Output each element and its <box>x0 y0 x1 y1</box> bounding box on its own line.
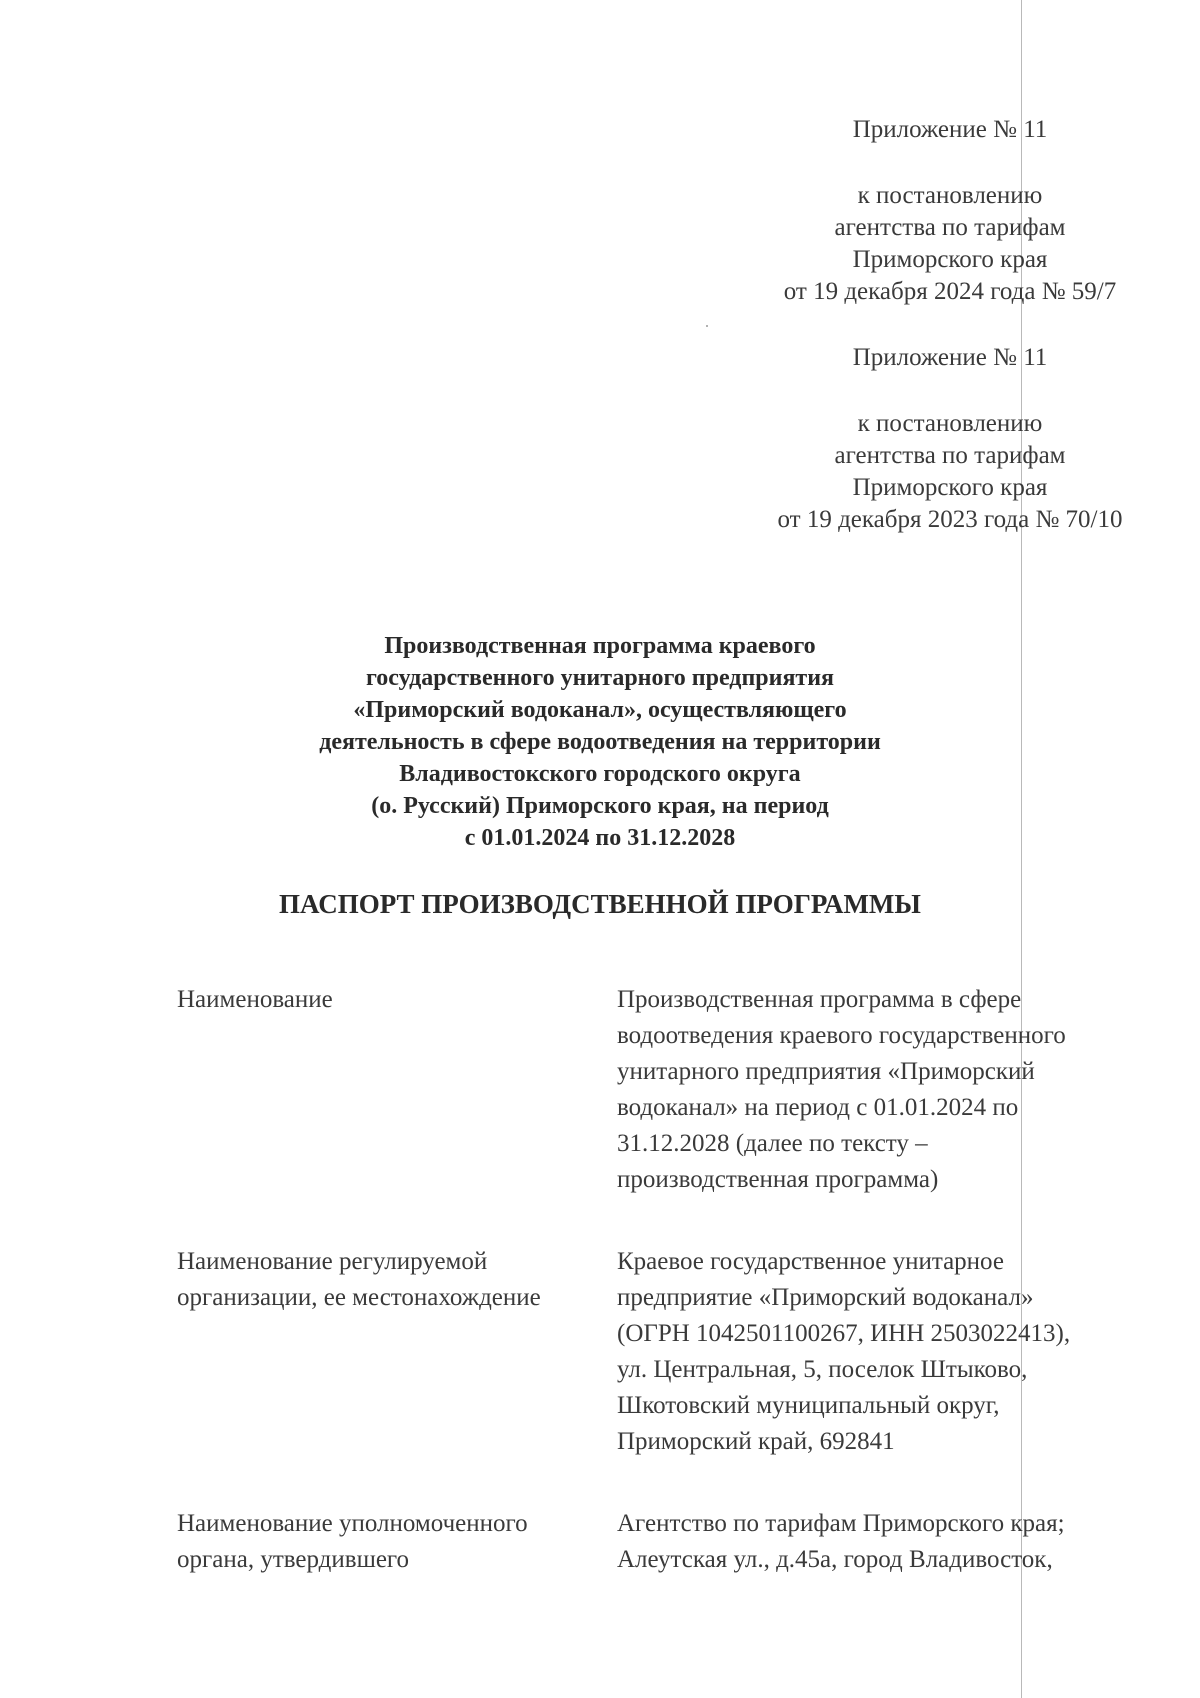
appendix-previous-line: агентства по тарифам <box>834 442 1066 469</box>
appendix-previous-line: к постановлению <box>857 410 1043 437</box>
row-value-line: Шкотовский муниципальный округ, <box>617 1392 1000 1419</box>
program-title-line: (о. Русский) Приморского края, на период <box>371 793 829 819</box>
row-value-line: ул. Центральная, 5, поселок Штыково, <box>617 1356 1028 1383</box>
row-label-line: органа, утвердившего <box>177 1546 410 1573</box>
row-value-line: водоканал» на период с 01.01.2024 по <box>617 1094 1019 1121</box>
program-title-line: с 01.01.2024 по 31.12.2028 <box>464 825 736 851</box>
passport-table <box>177 982 1157 1624</box>
row-value <box>617 1506 1157 1578</box>
row-label <box>177 982 617 1018</box>
row-label-line: Наименование <box>177 986 333 1013</box>
scan-speck <box>706 325 708 327</box>
row-label-line: Наименование регулируемой <box>177 1248 488 1275</box>
row-value-line: Производственная программа в сфере <box>617 986 1022 1013</box>
appendix-current-block <box>720 114 1180 308</box>
appendix-previous-line: Приморского края <box>852 474 1048 501</box>
row-label <box>177 1244 617 1316</box>
appendix-current-heading: Приложение № 11 <box>852 116 1048 143</box>
row-label <box>177 1506 617 1578</box>
appendix-current-line: агентства по тарифам <box>834 214 1066 241</box>
appendix-current-date: от 19 декабря 2024 года № 59/7 <box>783 278 1117 305</box>
appendix-previous-date: от 19 декабря 2023 года № 70/10 <box>777 506 1123 533</box>
passport-row-organization <box>177 1244 1157 1460</box>
row-value-line: водоотведения краевого государственного <box>617 1022 1066 1049</box>
program-title-line: деятельность в сфере водоотведения на территории <box>319 729 881 755</box>
row-value <box>617 1244 1157 1460</box>
row-value-line: Алеутская ул., д.45а, город Владивосток, <box>617 1546 1053 1573</box>
appendix-current-line: к постановлению <box>857 182 1043 209</box>
appendix-current-line: Приморского края <box>852 246 1048 273</box>
appendix-previous-block <box>720 342 1180 536</box>
row-value-line: (ОГРН 1042501100267, ИНН 2503022413), <box>617 1320 1071 1347</box>
passport-row-name <box>177 982 1157 1198</box>
passport-row-authority <box>177 1506 1157 1578</box>
row-label-line: Наименование уполномоченного <box>177 1510 528 1537</box>
row-value-line: производственная программа) <box>617 1166 939 1193</box>
row-value-line: 31.12.2028 (далее по тексту – <box>617 1130 928 1157</box>
program-title-line: Владивостокского городского округа <box>399 761 801 787</box>
program-title <box>270 630 930 854</box>
program-title-line: «Приморский водоканал», осуществляющего <box>353 697 847 723</box>
row-value-line: предприятие «Приморский водоканал» <box>617 1284 1034 1311</box>
program-title-line: Производственная программа краевого <box>384 633 816 659</box>
program-title-line: государственного унитарного предприятия <box>365 665 835 691</box>
row-label-line: организации, ее местонахождение <box>177 1284 541 1311</box>
appendix-previous-heading: Приложение № 11 <box>852 344 1048 371</box>
row-value-line: Краевое государственное унитарное <box>617 1248 1004 1275</box>
row-value-line: Агентство по тарифам Приморского края; <box>617 1510 1065 1537</box>
passport-title: ПАСПОРТ ПРОИЗВОДСТВЕННОЙ ПРОГРАММЫ <box>279 889 921 919</box>
row-value <box>617 982 1157 1198</box>
row-value-line: унитарного предприятия «Приморский <box>617 1058 1035 1085</box>
row-value-line: Приморский край, 692841 <box>617 1428 895 1455</box>
